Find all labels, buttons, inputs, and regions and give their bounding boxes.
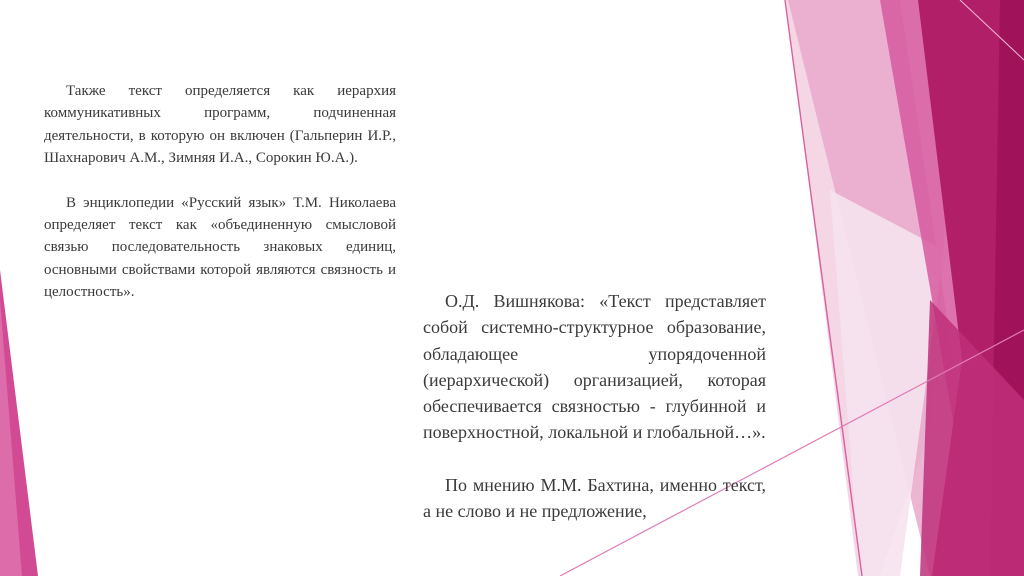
left-paragraph-2: В энциклопедии «Русский язык» Т.М. Николаева определяет текст как «объединенную смысловой связью последовательность знаковых единиц, основными свойствами которой являются связность и целостность».	[44, 194, 396, 301]
right-paragraph-2: По мнению М.М. Бахтина, именно текст, а не слово и не предложение,	[423, 474, 766, 522]
right-paragraph-1: О.Д. Вишнякова: «Текст представляет собой системно-структурное образование, обладающее упорядоченной (иерархической) организацией, которая обеспечивается связностью - глубинной и поверхностной, локальной и глобальной…».	[423, 291, 766, 443]
left-paragraph-1: Также текст определяется как иерархия коммуникативных программ, подчиненная деятельности, в которую он включен (Гальперин И.Р., Шахнарович А.М., Зимняя И.А., Сорокин Ю.А.).	[44, 83, 396, 167]
left-text-column	[44, 80, 396, 304]
right-text-column	[423, 288, 766, 524]
